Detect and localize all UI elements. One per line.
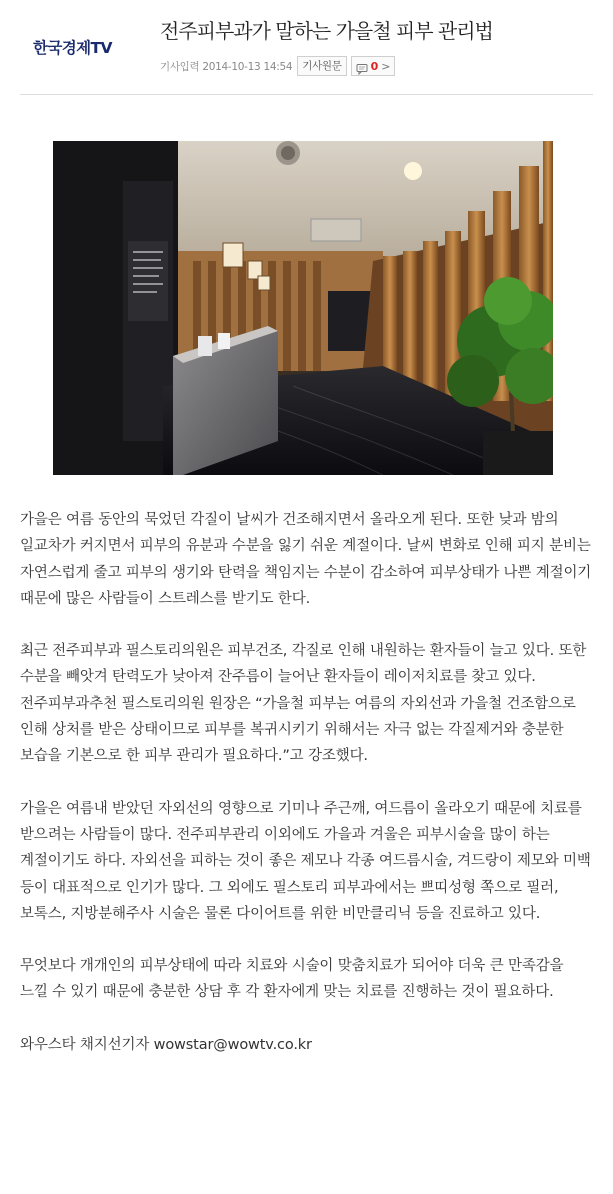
- article-body: [20, 507, 595, 1058]
- article-paragraph: 무엇보다 개개인의 피부상태에 따라 치료와 시술이 맞춤치료가 되어야 더욱 큰 만족감을 느낄 수 있기 때문에 충분한 상담 후 각 환자에게 맞는 치료를 진행하는 것이 필요하다.: [20, 958, 564, 1001]
- article-paragraph: 가을은 여름내 받았던 자외선의 영향으로 기미나 주근깨, 여드름이 올라오기 때문에 치료를 받으려는 사람들이 많다. 전주피부관리 이외에도 가을과 겨울은 피부시술을 많이 하는 계절이기도 하다. 자외선을 피하는 것이 좋은 제모나 각종 여드름시술, 겨드랑이 제모와 미백 등이 대표적으로 인기가 많다. 그 외에도 필스토리 피부과에서는 쁘띠성형 쪽으로 필러, 보톡스, 지방분해주사 시술은 물론 다이어트를 위한 비만클리닉 등을 진료하고 있다.: [20, 800, 591, 922]
- article-title: 전주피부과가 말하는 가을철 피부 관리법: [160, 19, 493, 43]
- published-date: 기사입력 2014-10-13 14:54: [160, 60, 293, 73]
- original-article-button[interactable]: 기사원문: [297, 56, 346, 76]
- article-paragraph: 가을은 여름 동안의 묵었던 각질이 날씨가 건조해지면서 올라오게 된다. 또한 낮과 밤의 일교차가 커지면서 피부의 유분과 수분을 잃기 쉬운 계절이다. 날씨 변화로 인해 피지 분비는 자연스럽게 줄고 피부의 생기와 탄력을 책임지는 수분이 감소하여 피부상태가 나쁜 계절이기 때문에 많은 사람들이 스트레스를 받기도 한다.: [20, 512, 592, 607]
- article-byline: 와우스타 채지선기자 wowstar@wowtv.co.kr: [20, 1036, 312, 1053]
- article-paragraph: 최근 전주피부과 필스토리의원은 피부건조, 각질로 인해 내원하는 환자들이 늘고 있다. 또한 수분을 빼앗겨 탄력도가 낮아져 잔주름이 늘어난 환자들이 레이저치료를 찾고 있다. 전주피부과추천 필스토리의원 원장은 “가을철 피부는 여름의 자외선과 가을철 건조함으로 인해 상처를 받은 상태이므로 피부를 복귀시키기 위해서는 자극 없는 각질제거와 충분한 보습을 기본으로 한 피부 관리가 필요하다.”고 강조했다.: [20, 643, 587, 765]
- article-meta: [160, 56, 395, 76]
- comment-count: 0: [370, 59, 379, 73]
- clinic-lobby-photo: [53, 141, 553, 475]
- site-logo[interactable]: 한국경제TV: [33, 39, 112, 57]
- chevron-right-icon: >: [381, 59, 391, 73]
- comment-icon: [356, 60, 368, 72]
- comment-button[interactable]: [351, 56, 396, 76]
- header-divider: [20, 94, 593, 95]
- article-header: [0, 0, 613, 95]
